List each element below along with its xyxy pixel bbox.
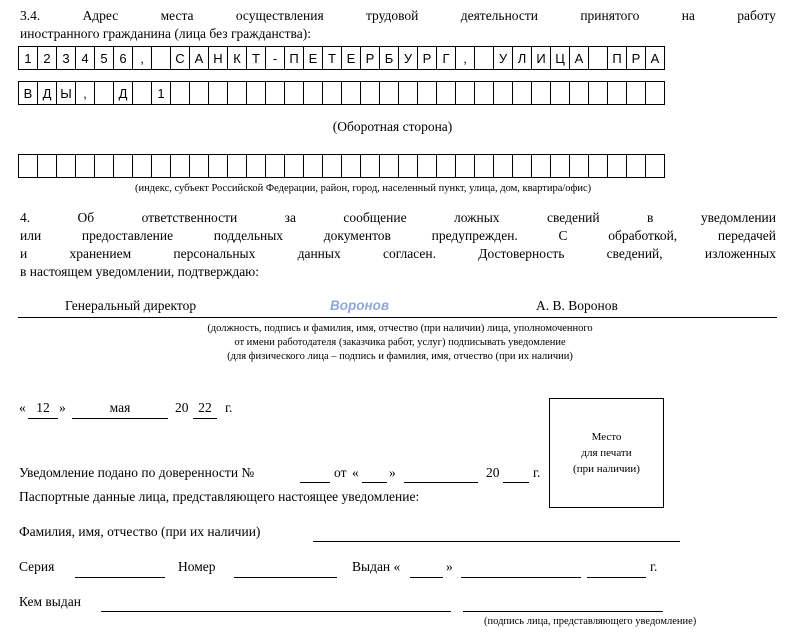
grid-cell[interactable]: Т [246, 46, 266, 70]
grid-cell[interactable]: 5 [94, 46, 114, 70]
grid-cell[interactable]: , [132, 46, 152, 70]
grid-cell[interactable] [94, 154, 114, 178]
grid-cell[interactable] [227, 154, 247, 178]
grid-cell[interactable] [569, 81, 589, 105]
number-field[interactable] [234, 577, 337, 578]
grid-cell[interactable]: Д [113, 81, 133, 105]
grid-cell[interactable] [322, 81, 342, 105]
date-year[interactable]: 22 [198, 400, 212, 415]
series-label: Серия [19, 559, 55, 574]
fio-field[interactable] [313, 541, 680, 542]
proxy-day-field[interactable] [362, 482, 387, 483]
issued-day-field[interactable] [410, 577, 443, 578]
grid-cell[interactable]: Ы [56, 81, 76, 105]
address-grid-row2[interactable] [18, 81, 664, 105]
grid-cell[interactable] [284, 81, 304, 105]
grid-cell[interactable] [417, 81, 437, 105]
grid-cell[interactable] [379, 154, 399, 178]
issued-month-field[interactable] [461, 577, 581, 578]
proxy-year-field[interactable] [503, 482, 529, 483]
section-4-line1: 4. Об ответственности за сообщение ложных сведений в уведомлении [20, 210, 776, 225]
date-open-quote: « [19, 400, 26, 415]
grid-cell[interactable] [132, 154, 152, 178]
grid-cell[interactable]: Р [417, 46, 437, 70]
date-year-underline [193, 418, 217, 419]
grid-cell[interactable] [474, 46, 494, 70]
issued-by-field[interactable] [101, 611, 451, 612]
grid-cell[interactable] [132, 81, 152, 105]
section-4-line4: в настоящем уведомлении, подтверждаю: [20, 264, 260, 279]
grid-cell[interactable]: Г [436, 46, 456, 70]
grid-cell[interactable] [75, 154, 95, 178]
stamp-line2: для печати [581, 447, 632, 459]
date-month-underline [72, 418, 168, 419]
grid-cell[interactable] [170, 154, 190, 178]
date-day-underline [28, 418, 58, 419]
grid-cell[interactable] [645, 154, 665, 178]
proxy-open-quote: « [352, 465, 359, 480]
section-4-line2: или предоставление поддельных документов предупрежден. С обработкой, передачей [20, 228, 776, 243]
grid-cell[interactable]: Р [626, 46, 646, 70]
date-day[interactable]: 12 [36, 400, 50, 415]
grid-cell[interactable] [265, 81, 285, 105]
grid-cell[interactable] [246, 81, 266, 105]
grid-cell[interactable] [246, 154, 266, 178]
representative-signature-hint: (подпись лица, представляющего уведомление) [484, 616, 697, 627]
grid-cell[interactable] [360, 154, 380, 178]
address-hint: (индекс, субъект Российской Федерации, район, город, населенный пункт, улица, дом, квартира/офис) [135, 183, 592, 194]
grid-cell[interactable] [322, 154, 342, 178]
section-3-4-word: места [160, 8, 194, 23]
grid-cell[interactable] [455, 81, 475, 105]
grid-cell[interactable]: Е [341, 46, 361, 70]
grid-cell[interactable] [626, 81, 646, 105]
grid-cell[interactable] [626, 154, 646, 178]
grid-cell[interactable]: Б [379, 46, 399, 70]
grid-cell[interactable]: , [455, 46, 475, 70]
grid-cell[interactable] [265, 154, 285, 178]
grid-cell[interactable]: А [569, 46, 589, 70]
signature-hint-3: (для физического лица – подпись и фамилия, имя, отчество (при их наличии) [227, 351, 573, 362]
grid-cell[interactable] [512, 154, 532, 178]
section-3-4-word: трудовой [365, 8, 419, 23]
grid-cell[interactable] [151, 46, 171, 70]
grid-cell[interactable] [398, 81, 418, 105]
section-3-4-word: 3.4. [20, 8, 41, 23]
date-close-quote: » [59, 400, 66, 415]
grid-cell[interactable] [341, 154, 361, 178]
grid-cell[interactable] [284, 154, 304, 178]
reverse-side-label: (Оборотная сторона) [332, 119, 453, 134]
grid-cell[interactable] [208, 154, 228, 178]
grid-cell[interactable] [56, 154, 76, 178]
section-4-line3: и хранением персональных данных согласен. Достоверность сведений, изложенных [20, 246, 776, 261]
stamp-line3: (при наличии) [573, 463, 640, 475]
date-year-prefix: 20 [175, 400, 189, 415]
signer-name: А. В. Воронов [536, 298, 618, 313]
grid-cell[interactable]: Д [37, 81, 57, 105]
grid-cell[interactable] [588, 46, 608, 70]
grid-cell[interactable] [645, 81, 665, 105]
grid-cell[interactable] [436, 81, 456, 105]
issued-year-field[interactable] [587, 577, 646, 578]
grid-cell[interactable] [303, 154, 323, 178]
grid-cell[interactable]: Н [208, 46, 228, 70]
grid-cell[interactable]: 1 [151, 81, 171, 105]
grid-cell[interactable] [94, 81, 114, 105]
grid-cell[interactable] [37, 154, 57, 178]
section-3-4-word: осуществления [235, 8, 324, 23]
signature-handwritten: Воронов [330, 298, 390, 313]
grid-cell[interactable]: К [227, 46, 247, 70]
grid-cell[interactable]: У [398, 46, 418, 70]
grid-cell[interactable] [227, 81, 247, 105]
proxy-year-suffix: г. [533, 465, 541, 480]
proxy-from: от [334, 465, 347, 480]
issued-by-label: Кем выдан [19, 594, 81, 609]
passport-label: Паспортные данные лица, представляющего настоящее уведомление: [19, 489, 420, 504]
grid-cell[interactable]: Л [512, 46, 532, 70]
grid-cell[interactable]: 1 [18, 46, 38, 70]
grid-cell[interactable] [18, 154, 38, 178]
proxy-month-field[interactable] [404, 482, 478, 483]
issued-year-suffix: г. [650, 559, 658, 574]
section-3-4-word: работу [737, 8, 776, 23]
grid-cell[interactable]: А [189, 46, 209, 70]
grid-cell[interactable] [113, 154, 133, 178]
representative-signature-field[interactable] [463, 611, 663, 612]
grid-cell[interactable] [588, 81, 608, 105]
grid-cell[interactable] [607, 154, 627, 178]
signature-hint-2: от имени работодателя (заказчика работ, услуг) подписывать уведомление [234, 337, 566, 348]
grid-cell[interactable] [417, 154, 437, 178]
proxy-close-quote: » [389, 465, 396, 480]
grid-cell[interactable] [360, 81, 380, 105]
section-3-4-line1 [20, 8, 776, 24]
grid-cell[interactable]: П [607, 46, 627, 70]
grid-cell[interactable] [493, 154, 513, 178]
grid-cell[interactable] [569, 154, 589, 178]
grid-cell[interactable] [436, 154, 456, 178]
grid-cell[interactable] [398, 154, 418, 178]
grid-cell[interactable] [455, 154, 475, 178]
grid-cell[interactable]: 4 [75, 46, 95, 70]
grid-cell[interactable] [189, 154, 209, 178]
address-grid-row1[interactable] [18, 46, 664, 70]
issued-label: Выдан « [352, 559, 401, 574]
grid-cell[interactable]: И [531, 46, 551, 70]
grid-cell[interactable]: А [645, 46, 665, 70]
grid-cell[interactable] [189, 81, 209, 105]
proxy-number-field[interactable] [300, 482, 330, 483]
grid-cell[interactable] [170, 81, 190, 105]
grid-cell[interactable]: В [18, 81, 38, 105]
grid-cell[interactable]: 2 [37, 46, 57, 70]
signer-position: Генеральный директор [65, 298, 197, 313]
grid-cell[interactable] [341, 81, 361, 105]
series-field[interactable] [75, 577, 165, 578]
grid-cell[interactable] [474, 154, 494, 178]
grid-cell[interactable]: 6 [113, 46, 133, 70]
stamp-line1: Место [591, 431, 622, 443]
grid-cell[interactable]: У [493, 46, 513, 70]
grid-cell[interactable]: 3 [56, 46, 76, 70]
proxy-label: Уведомление подано по доверенности № [19, 465, 255, 480]
date-month[interactable]: мая [109, 400, 131, 415]
grid-cell[interactable] [550, 81, 570, 105]
grid-cell[interactable]: П [284, 46, 304, 70]
grid-cell[interactable]: Е [303, 46, 323, 70]
signature-underline [18, 317, 777, 318]
grid-cell[interactable] [151, 154, 171, 178]
grid-cell[interactable]: - [265, 46, 285, 70]
grid-cell[interactable]: С [170, 46, 190, 70]
grid-cell[interactable] [588, 154, 608, 178]
grid-cell[interactable]: Р [360, 46, 380, 70]
grid-cell[interactable]: , [75, 81, 95, 105]
grid-cell[interactable] [531, 81, 551, 105]
number-label: Номер [178, 559, 216, 574]
section-3-4-line2: иностранного гражданина (лица без гражданства): [20, 26, 311, 41]
grid-cell[interactable] [531, 154, 551, 178]
section-3-4-word: Адрес [82, 8, 119, 23]
grid-cell[interactable]: Ц [550, 46, 570, 70]
grid-cell[interactable] [474, 81, 494, 105]
stamp-placeholder [549, 398, 664, 508]
signature-hint-1: (должность, подпись и фамилия, имя, отчество (при наличии) лица, уполномоченного [207, 323, 593, 334]
date-year-suffix: г. [225, 400, 233, 415]
section-3-4-word: деятельности [460, 8, 539, 23]
grid-cell[interactable] [379, 81, 399, 105]
grid-cell[interactable]: Т [322, 46, 342, 70]
grid-cell[interactable] [208, 81, 228, 105]
address-grid-row3[interactable] [18, 154, 664, 178]
grid-cell[interactable] [512, 81, 532, 105]
section-3-4-word: принятого [580, 8, 640, 23]
grid-cell[interactable] [303, 81, 323, 105]
grid-cell[interactable] [493, 81, 513, 105]
grid-cell[interactable] [550, 154, 570, 178]
grid-cell[interactable] [607, 81, 627, 105]
section-3-4-word: на [681, 8, 695, 23]
proxy-year-prefix: 20 [486, 465, 500, 480]
fio-label: Фамилия, имя, отчество (при их наличии) [19, 524, 261, 539]
issued-close-quote: » [446, 559, 453, 574]
